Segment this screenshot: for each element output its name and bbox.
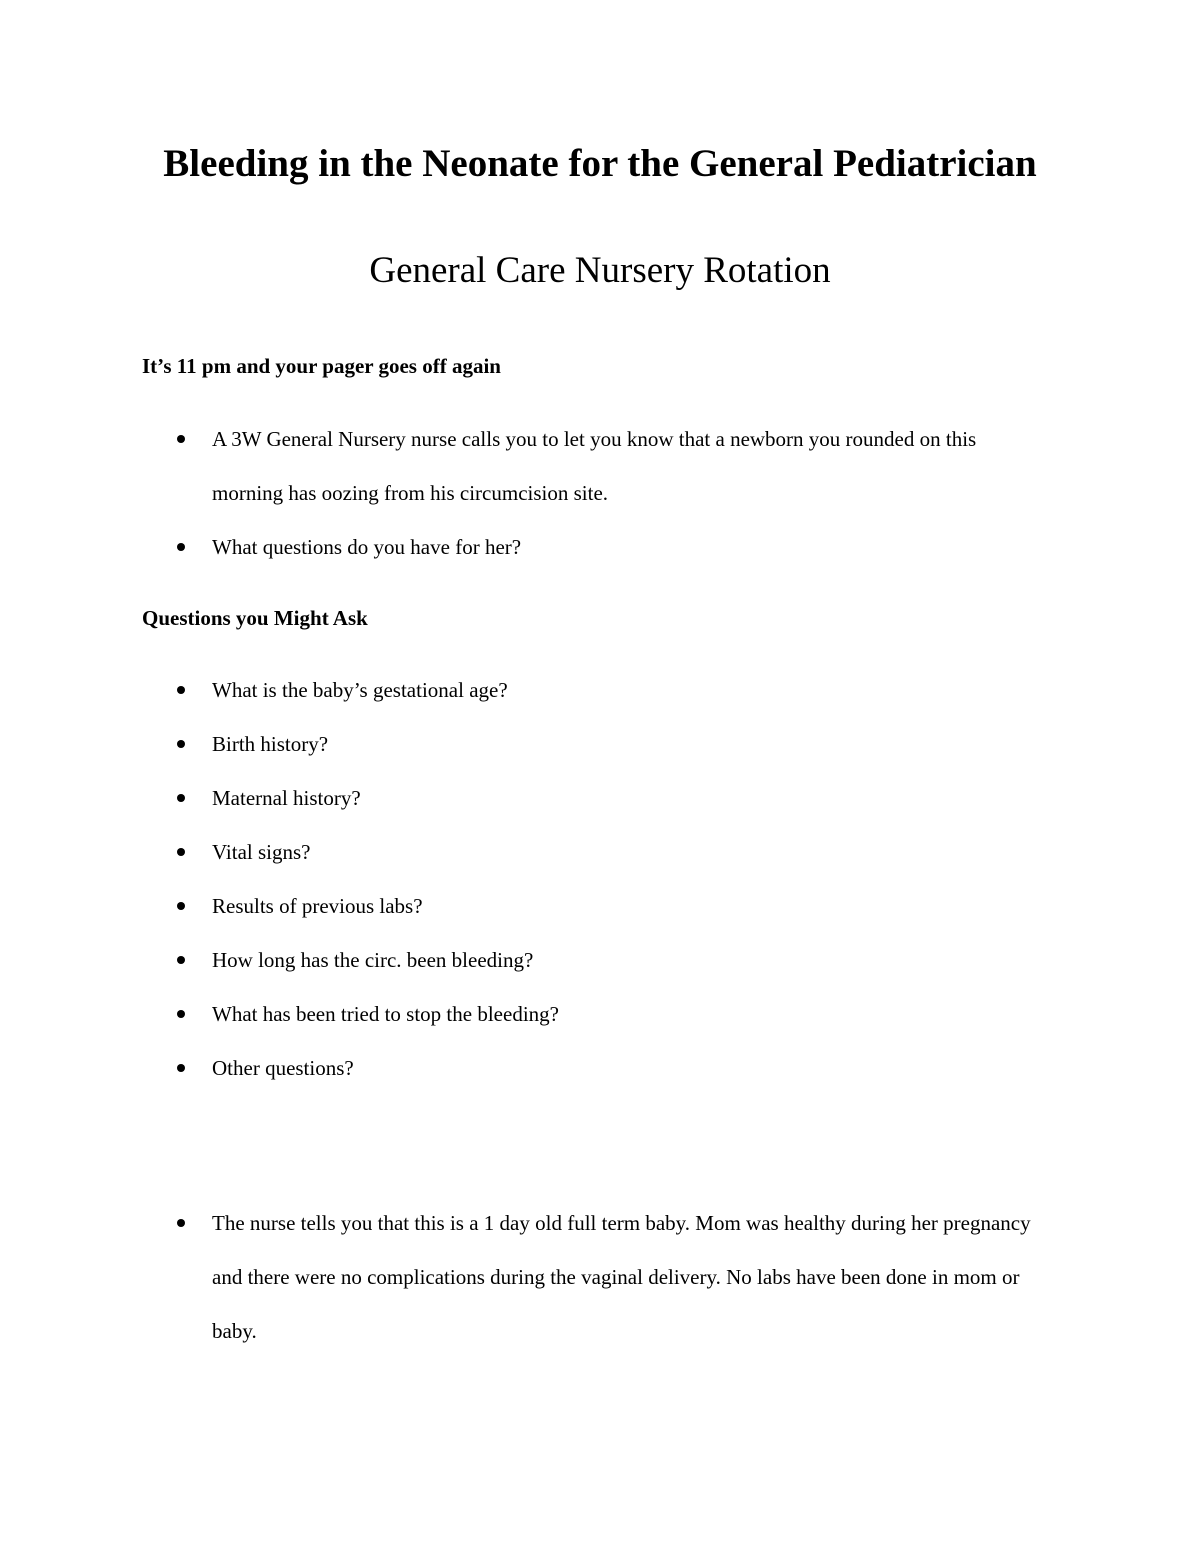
bullet-list-case [0, 1196, 1032, 1358]
list-item: Vital signs? [0, 825, 1032, 879]
list-item: A 3W General Nursery nurse calls you to let you know that a newborn you rounded on this morning has oozing from his circumcision site. [0, 412, 1032, 520]
section-heading-pager: It’s 11 pm and your pager goes off again [142, 354, 501, 378]
document-title: Bleeding in the Neonate for the General Pediatrician [163, 142, 1037, 185]
list-item: Maternal history? [0, 771, 1032, 825]
list-item: What questions do you have for her? [0, 520, 1032, 574]
bullet-list-questions [0, 663, 1032, 1095]
list-item: Birth history? [0, 717, 1032, 771]
list-item: Results of previous labs? [0, 879, 1032, 933]
document-subtitle: General Care Nursery Rotation [369, 250, 831, 291]
bullet-list-pager [0, 412, 1032, 574]
list-item: The nurse tells you that this is a 1 day old full term baby. Mom was healthy during her pregnancy and there were no complications during the vaginal delivery. No labs have been done in mom or baby. [0, 1196, 1032, 1358]
list-item: What is the baby’s gestational age? [0, 663, 1032, 717]
list-item: Other questions? [0, 1041, 1032, 1095]
section-heading-questions: Questions you Might Ask [142, 606, 368, 630]
list-item: What has been tried to stop the bleeding? [0, 987, 1032, 1041]
list-item: How long has the circ. been bleeding? [0, 933, 1032, 987]
